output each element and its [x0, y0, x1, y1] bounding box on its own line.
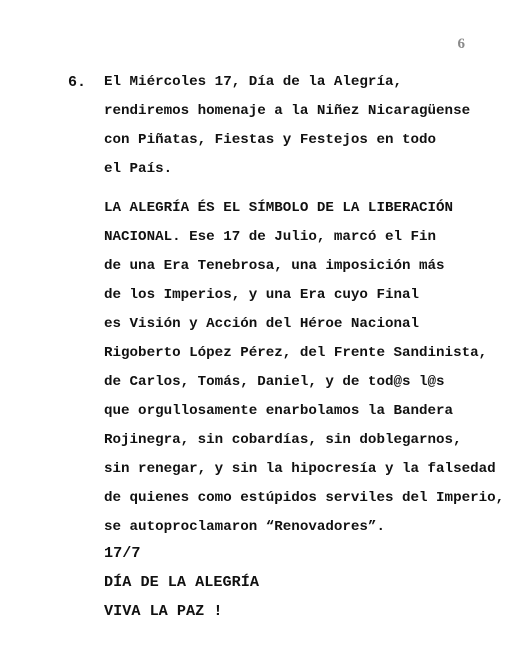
item-number: 6.	[68, 74, 87, 91]
text-line: de una Era Tenebrosa, una imposición más	[104, 258, 445, 274]
text-line: de los Imperios, y una Era cuyo Final	[104, 287, 420, 303]
text-line: es Visión y Acción del Héroe Nacional	[104, 316, 420, 332]
text-line: sin renegar, y sin la hipocresía y la falsedad	[104, 461, 496, 477]
text-line: El Miércoles 17, Día de la Alegría,	[104, 74, 402, 90]
page-number: 6	[457, 36, 465, 52]
text-line: Rojinegra, sin cobardías, sin doblegarnos,	[104, 432, 462, 448]
body-paragraph	[104, 194, 505, 542]
text-line: con Piñatas, Fiestas y Festejos en todo	[104, 132, 437, 148]
closing-block	[104, 539, 259, 626]
text-line: NACIONAL. Ese 17 de Julio, marcó el Fin	[104, 229, 437, 245]
text-line: el País.	[104, 161, 173, 177]
text-line: que orgullosamente enarbolamos la Bandera	[104, 403, 454, 419]
text-line: Rigoberto López Pérez, del Frente Sandinista,	[104, 345, 488, 361]
text-line: rendiremos homenaje a la Niñez Nicaragüense	[104, 103, 471, 119]
text-line: de quienes como estúpidos serviles del Imperio,	[104, 490, 505, 506]
text-line: de Carlos, Tomás, Daniel, y de tod@s l@s	[104, 374, 445, 390]
closing-slogan: VIVA LA PAZ !	[104, 602, 223, 620]
text-line: LA ALEGRÍA ÉS EL SÍMBOLO DE LA LIBERACIÓN	[104, 200, 454, 216]
item-paragraph	[104, 68, 476, 184]
closing-day: DÍA DE LA ALEGRÍA	[104, 573, 259, 591]
text-line: se autoproclamaron “Renovadores”.	[104, 519, 385, 535]
closing-date: 17/7	[104, 544, 141, 562]
